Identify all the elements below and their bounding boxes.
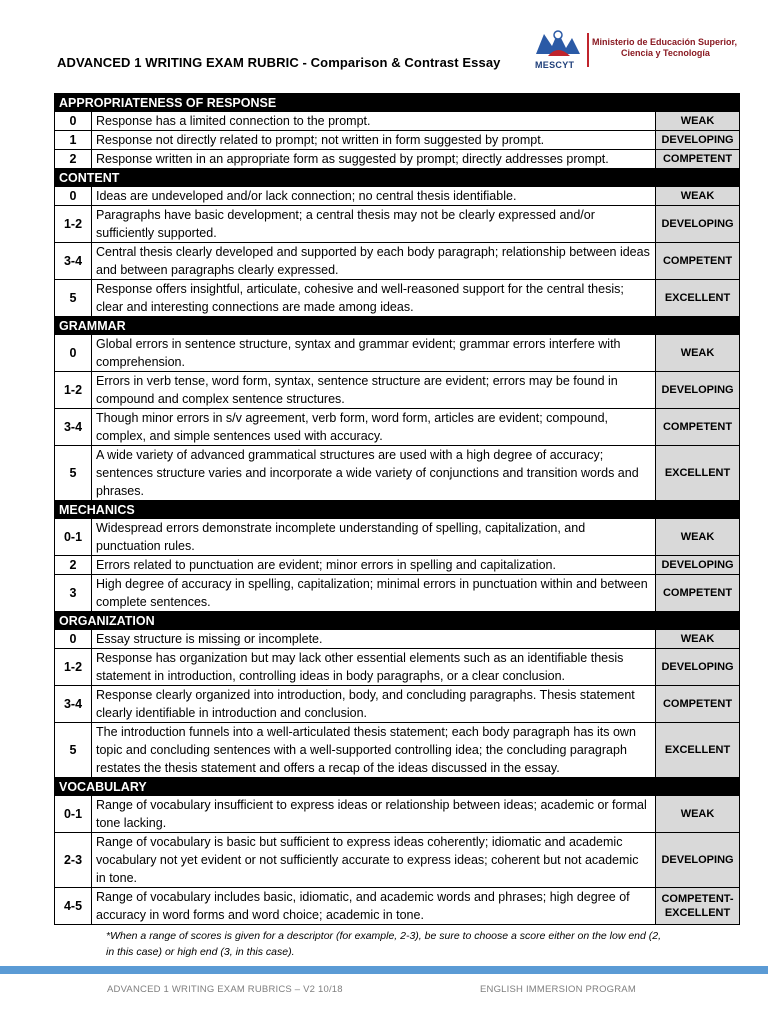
section-header (55, 317, 740, 335)
level-cell: COMPETENT (656, 686, 740, 723)
descriptor-cell: The introduction funnels into a well-articulated thesis statement; each body paragraph has its own topic and concluding sentences with a well-supported controlling idea; the concluding paragraph restates the thesis statement and offers a recap of the ideas discussed in the essay. (92, 723, 656, 778)
descriptor-cell: Widespread errors demonstrate incomplete understanding of spelling, capitalization, and punctuation rules. (92, 519, 656, 556)
score-cell: 5 (55, 723, 92, 778)
rubric-row (55, 372, 740, 409)
rubric-row (55, 888, 740, 925)
section-header (55, 612, 740, 630)
level-cell: DEVELOPING (656, 131, 740, 150)
section-title: CONTENT (55, 169, 656, 187)
score-cell: 0 (55, 630, 92, 649)
descriptor-cell: Though minor errors in s/v agreement, verb form, word form, articles are evident; compound, complex, and simple sentences used with accuracy. (92, 409, 656, 446)
section-title: GRAMMAR (55, 317, 656, 335)
score-cell: 1-2 (55, 206, 92, 243)
rubric-row (55, 112, 740, 131)
logo-wordmark: MESCYT (535, 60, 575, 70)
rubric-row (55, 131, 740, 150)
descriptor-cell: Response has organization but may lack other essential elements such as an identifiable thesis statement in introduction, controlling ideas in body paragraphs, or a clear conclusion. (92, 649, 656, 686)
level-cell: DEVELOPING (656, 206, 740, 243)
footer-document-version: ADVANCED 1 WRITING EXAM RUBRICS – V2 10/18 (107, 984, 343, 995)
descriptor-cell: Paragraphs have basic development; a central thesis may not be clearly expressed and/or sufficiently supported. (92, 206, 656, 243)
level-cell: WEAK (656, 630, 740, 649)
rubric-row (55, 446, 740, 501)
rubric-row (55, 649, 740, 686)
score-cell: 0-1 (55, 519, 92, 556)
rubric-row (55, 575, 740, 612)
section-header (55, 94, 740, 112)
section-header-spacer (656, 778, 740, 796)
descriptor-cell: A wide variety of advanced grammatical structures are used with a high degree of accuracy; sentences structure varies and incorporate a wide variety of conjunctions and transition words and phrases. (92, 446, 656, 501)
score-cell: 1 (55, 131, 92, 150)
level-cell: COMPETENT (656, 150, 740, 169)
section-header (55, 778, 740, 796)
section-header-spacer (656, 169, 740, 187)
descriptor-cell: Essay structure is missing or incomplete. (92, 630, 656, 649)
level-cell: EXCELLENT (656, 723, 740, 778)
score-cell: 2-3 (55, 833, 92, 888)
score-cell: 1-2 (55, 372, 92, 409)
level-cell: DEVELOPING (656, 372, 740, 409)
descriptor-cell: Errors related to punctuation are evident; minor errors in spelling and capitalization. (92, 556, 656, 575)
rubric-row (55, 150, 740, 169)
rubric-row (55, 796, 740, 833)
level-cell: WEAK (656, 112, 740, 131)
rubric-row (55, 280, 740, 317)
descriptor-cell: Range of vocabulary is basic but sufficient to express ideas coherently; idiomatic and academic vocabulary not yet evident or not sufficiently accurate to express ideas; coherent but not academic in tone. (92, 833, 656, 888)
score-cell: 3-4 (55, 243, 92, 280)
section-header (55, 501, 740, 519)
section-title: VOCABULARY (55, 778, 656, 796)
rubric-row (55, 409, 740, 446)
score-cell: 3-4 (55, 686, 92, 723)
score-cell: 0-1 (55, 796, 92, 833)
ministry-emblem-icon (530, 26, 586, 60)
descriptor-cell: Global errors in sentence structure, syntax and grammar evident; grammar errors interfere with comprehension. (92, 335, 656, 372)
level-cell: COMPETENT- EXCELLENT (656, 888, 740, 925)
mescyt-logo (530, 26, 738, 74)
descriptor-cell: Range of vocabulary includes basic, idiomatic, and academic words and phrases; high degree of accuracy in word forms and word choice; academic in tone. (92, 888, 656, 925)
score-cell: 5 (55, 280, 92, 317)
score-cell: 0 (55, 335, 92, 372)
descriptor-cell: Central thesis clearly developed and supported by each body paragraph; relationship between ideas and between paragraphs clearly expressed. (92, 243, 656, 280)
level-cell: WEAK (656, 187, 740, 206)
section-header-spacer (656, 612, 740, 630)
section-header-spacer (656, 501, 740, 519)
rubric-row (55, 686, 740, 723)
section-title: APPROPRIATENESS OF RESPONSE (55, 94, 656, 112)
section-title: ORGANIZATION (55, 612, 656, 630)
rubric-row (55, 630, 740, 649)
level-cell: COMPETENT (656, 409, 740, 446)
level-cell: DEVELOPING (656, 649, 740, 686)
score-cell: 2 (55, 556, 92, 575)
score-cell: 3 (55, 575, 92, 612)
descriptor-cell: Response written in an appropriate form as suggested by prompt; directly addresses prompt. (92, 150, 656, 169)
section-header (55, 169, 740, 187)
rubric-row (55, 519, 740, 556)
score-cell: 0 (55, 112, 92, 131)
score-cell: 3-4 (55, 409, 92, 446)
level-cell: DEVELOPING (656, 833, 740, 888)
descriptor-cell: Response not directly related to prompt; not written in form suggested by prompt. (92, 131, 656, 150)
level-cell: EXCELLENT (656, 446, 740, 501)
level-cell: WEAK (656, 335, 740, 372)
rubric-row (55, 723, 740, 778)
score-range-footnote: *When a range of scores is given for a descriptor (for example, 2-3), be sure to choose a score either on the low end (2, in this case) or high end (3, in this case). (106, 930, 662, 958)
score-cell: 4-5 (55, 888, 92, 925)
level-cell: COMPETENT (656, 243, 740, 280)
level-cell: WEAK (656, 519, 740, 556)
descriptor-cell: Errors in verb tense, word form, syntax, sentence structure are evident; errors may be found in compound and complex sentence structures. (92, 372, 656, 409)
rubric-table (54, 93, 740, 925)
footer-program-name: ENGLISH IMMERSION PROGRAM (480, 984, 636, 995)
rubric-row (55, 206, 740, 243)
descriptor-cell: Response offers insightful, articulate, cohesive and well-reasoned support for the central thesis; clear and interesting connections are made among ideas. (92, 280, 656, 317)
descriptor-cell: High degree of accuracy in spelling, capitalization; minimal errors in punctuation within and between complete sentences. (92, 575, 656, 612)
page-title: ADVANCED 1 WRITING EXAM RUBRIC - Comparison & Contrast Essay (57, 55, 501, 70)
level-cell: EXCELLENT (656, 280, 740, 317)
score-cell: 5 (55, 446, 92, 501)
level-cell: WEAK (656, 796, 740, 833)
rubric-row (55, 556, 740, 575)
ministry-name-line2: Ciencia y Tecnología (621, 48, 710, 58)
rubric-row (55, 335, 740, 372)
logo-divider (587, 33, 589, 67)
score-cell: 0 (55, 187, 92, 206)
descriptor-cell: Range of vocabulary insufficient to express ideas or relationship between ideas; academic or formal tone lacking. (92, 796, 656, 833)
level-cell: DEVELOPING (656, 556, 740, 575)
section-title: MECHANICS (55, 501, 656, 519)
descriptor-cell: Response has a limited connection to the prompt. (92, 112, 656, 131)
level-cell: COMPETENT (656, 575, 740, 612)
rubric-row (55, 833, 740, 888)
score-cell: 1-2 (55, 649, 92, 686)
descriptor-cell: Ideas are undeveloped and/or lack connection; no central thesis identifiable. (92, 187, 656, 206)
ministry-name-line1: Ministerio de Educación Superior, (592, 37, 738, 47)
section-header-spacer (656, 94, 740, 112)
score-cell: 2 (55, 150, 92, 169)
descriptor-cell: Response clearly organized into introduction, body, and concluding paragraphs. Thesis statement clearly identifiable in introduction and conclusion. (92, 686, 656, 723)
section-header-spacer (656, 317, 740, 335)
rubric-row (55, 243, 740, 280)
footer-rule (0, 966, 768, 974)
rubric-row (55, 187, 740, 206)
